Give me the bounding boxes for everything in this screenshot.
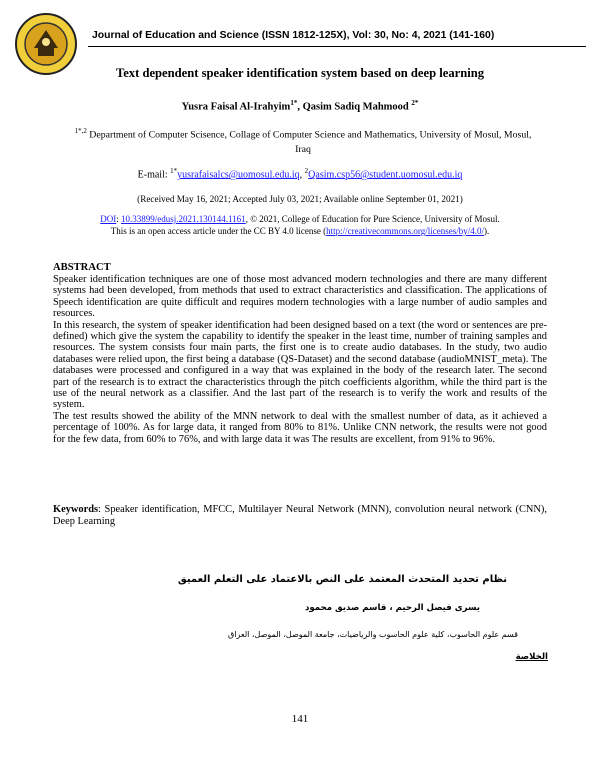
doi-label-link[interactable]: DOI [100, 214, 117, 224]
abstract-paragraph-1: Speaker identification techniques are one of those most advanced modern technologies and there are many different systems had been developed, from methods that used to extract characteristics and classification. The applications of Speech identification are quite difficult and requires modern technologies with a large number of audio samples and resources. [53, 274, 547, 320]
email-2-mark: 2 [304, 167, 309, 175]
keywords-text: : Speaker identification, MFCC, Multilayer Neural Network (MNN), convolution neural network (CNN), Deep Learning [53, 504, 547, 527]
doi-separator: : [116, 214, 122, 224]
doi-block [58, 213, 542, 237]
author-separator: , [297, 101, 303, 113]
author-1-mark: 1* [290, 99, 298, 107]
abstract-section [53, 262, 547, 445]
paper-title: Text dependent speaker identification system based on deep learning [115, 66, 485, 80]
page-number: 141 [291, 713, 309, 725]
author-2: Qasim Sadiq Mahmood [302, 101, 409, 113]
keywords-label: Keywords [53, 504, 99, 515]
arabic-affiliation: قسم علوم الحاسوب، كلية علوم الحاسوب والرياضيات، جامعة الموصل، الموصل، العراق [228, 630, 518, 639]
arabic-authors: يسرى فيصل الرحيم ، قاسم صديق محمود [304, 603, 480, 613]
abstract-paragraph-3: The test results showed the ability of the MNN network to deal with the smallest number of data, as it achieved a percentage of 100%. As for large data, it ranged from 80% to 81%. Unlike CNN network, the results were not good for the few data, from 60% to 76%, and with large data it was The results are excellent, from 91% to 96%. [53, 410, 547, 445]
author-2-mark: 2* [411, 99, 419, 107]
license-suffix: ). [483, 226, 490, 236]
email-1-mark: 1* [170, 167, 178, 175]
affiliation [68, 124, 538, 157]
header-rule [88, 46, 586, 47]
email-label: E-mail: [137, 169, 171, 181]
license-link[interactable]: http://creativecommons.org/licenses/by/4.0/ [326, 226, 484, 236]
author-1: Yusra Faisal Al-Irahyim [181, 101, 291, 113]
doi-link[interactable]: 10.33899/edusj.2021.130144.1161 [121, 214, 246, 224]
doi-copyright: , © 2021, College of Education for Pure Science, University of Mosul. [245, 214, 500, 224]
email-2-link[interactable]: Qasim.csp56@student.uomosul.edu.iq [308, 169, 463, 181]
email-1-link[interactable]: yusrafaisalcs@uomosul.edu.iq [177, 169, 300, 181]
abstract-paragraph-2: In this research, the system of speaker identification had been designed based on a text (the word or sentences are pre-defined) which give the system the capability to identify the speaker in the least time, number of training samples and resources. The system consists four main parts, the first one is to create audio databases. In the study, two audio databases were relied upon, the first being a database (QS-Dataset) and the second database (audioMNIST_meta). The databases were processed and configured in a way that was explained in the body of the research later. The second part of the research is to extract the characteristics through the pitch coefficients algorithm, while the third part is the use of the neural network as a classifier. And the last part of the research is to verify the work and results of the system. [53, 319, 547, 411]
abstract-heading: ABSTRACT [53, 262, 111, 273]
arabic-title: نظام تحديد المتحدث المعتمد على النص بالاعتماد على التعلم العميق [177, 574, 507, 585]
license-prefix: This is an open access article under the CC BY 4.0 license ( [110, 226, 327, 236]
keywords [53, 504, 547, 528]
email-line [30, 167, 570, 180]
received-dates: (Received May 16, 2021; Accepted July 03, 2021; Available online September 01, 2021) [137, 194, 463, 204]
email-separator: , [299, 169, 305, 181]
affiliation-text: Department of Computer Scisence, Collage of Computer Science and Mathematics, University of Mosul, Mosul, Iraq [86, 129, 532, 156]
affiliation-mark: 1*,2 [74, 127, 87, 135]
arabic-abstract-heading: الخلاصة [515, 652, 548, 662]
journal-header: Journal of Education and Science (ISSN 1812-125X), Vol: 30, No: 4, 2021 (141-160) [92, 30, 495, 41]
author-line [30, 99, 570, 113]
